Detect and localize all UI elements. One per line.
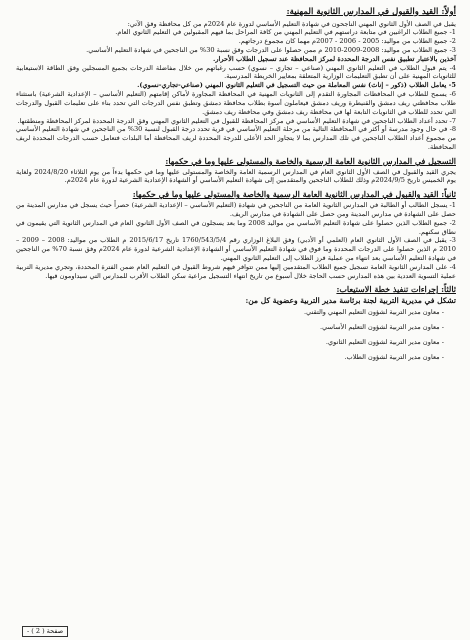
section-1-item-7: 7- تحدد أعداد الطلاب الناجحين في شهادة التعليم الأساسي في مركز المحافظة للقبول في التعليم الثانوي المهني وفق الدرجة المحددة لمركز المحافظة ومنطقتها. xyxy=(17,116,456,125)
section-2-title: التسجيل في المدارس الثانوية العامة الرسمية والخاصة والمستولى عليها وما في حكمها: xyxy=(165,155,456,166)
section-4-title: ثالثاً: إجراءات تنفيذ خطة الاستيعاب: xyxy=(336,284,456,295)
section-3-item-2: 2- جميع الطلاب الذين حصلوا على شهادة التعليم الأساسي من مواليد 2008 وما بعد يسجلون في الصف الأول الثانوي العام في المدارس الثانوية التي يقيمون في نطاق سكنهم. xyxy=(16,218,456,236)
section-3-item-1: 1- يسجل الطالب أو الطالبة في المدارس الثانوية العامة من الناجحين في شهادة (التعليم الأساسي – الإعدادية الشرعية) حصراً حيث يسجل في مدارس المدينة من حصل على الشهادة في مدارس المدينة ومن حصل على الشهادة في مدارس الريف. xyxy=(16,201,456,218)
section-1-item-4: 4- يتم قبول الطلاب في التعليم الثانوي المهني (صناعي – تجاري – نسوي) حسب رغباتهم من خلال مفاضلة الدرجات بجميع المسجلين وفق الطاقة الاستيعابية للثانويات المهنية على أن تطبق التعليمات الوزارية المتعلقة بمعايير الخريطة المدرسية. xyxy=(16,63,456,81)
section-1-item-6: 6- يسمح للطلاب في المحافظات المجاورة التقدم إلى الثانويات المهنية في المحافظة المجاورة لأماكن إقامتهم (التعليم الأساسي – الإعدادية الشرعية) باستثناء طلاب محافظتي ريف دمشق والقنيطرة وريف دمشق فيعاملون أسوة بطلاب محافظة دمشق وتطبق نفس الدرجات التي تحدد بناء على تعليمات القبول والدرجات التي تحدد للطلاب في الثانويات التابعة لها في محافظة ريف دمشق وفي محافظة ريف دمشق. xyxy=(16,90,456,116)
section-1-item-2: 2- جميع الطلاب من مواليد: 2005 - 2006 - 2007م مهما كان مجموع درجاتهم. xyxy=(238,37,456,46)
committee-member: - معاون مدير التربية لشؤون الطلاب. xyxy=(16,353,444,362)
committee-members-list xyxy=(16,308,456,361)
committee-member: - معاون مدير التربية لشؤون التعليم المهني والتقني. xyxy=(16,308,444,317)
section-1-note: آخذين بالاعتبار تطبيق نفس الدرجة المحددة لمركز المحافظة عند تسجيل الطلاب الأحرار. xyxy=(213,54,456,63)
committee-heading: تشكل في مديرية التربية لجنة برئاسة مدير التربية وعضوية كل من: xyxy=(245,296,456,306)
section-1-intro: يقبل في الصف الأول الثانوي المهني الناجحون في شهادة التعليم الأساسي لدورة عام 2024م من كل محافظة وفق الآتي: xyxy=(127,19,456,28)
committee-member: - معاون مدير التربية لشؤون التعليم الثانوي. xyxy=(16,338,444,347)
section-2-intro: يجري القيد والقبول في الصف الأول الثانوي العام في المدارس الرسمية العامة والخاصة والمستولى عليها وما في حكمها بدءاً من يوم الثلاثاء 2024/8/20 ولغاية يوم الخميس تاريخ 2024/9/5م وذلك للطلاب الناجحين والمتقدمين إلى شهادة التعليم الأساسي أو الشهادة الإعدادية الشرعية لدورة عام 2024م. xyxy=(16,167,456,185)
section-1-item-1: 1- جميع الطلاب الراغبين في متابعة دراستهم في التعليم المهني من كافة المراحل بما فيهم المقبولين في التعليم الثانوي العام. xyxy=(115,28,456,37)
committee-member: - معاون مدير التربية لشؤون التعليم الأساسي. xyxy=(16,323,444,332)
page-number: صفحة ( 2 ) - xyxy=(22,626,68,637)
section-1-item-8: 8- في حال وجود مدرسة أو أكثر في المحافظة التالية من مرحلة التعليم الأساسي في قرية تحدد درجة القبول لنسبة 30% من الناجحين في شهادة التعليم الأساسي من مجموع أعداد الطلاب الناجحين في تلك المدارس بما لا يتجاوز الحد الأعلى للدرجة المحددة لريف المحافظة أما البلدات فتعامل حسب الدرجات المحددة لريف المحافظة. xyxy=(16,125,457,152)
section-1-title: أولاً: القيد والقبول في المدارس الثانوية المهنية: xyxy=(286,7,456,17)
section-3-item-3: 3- يقبل في الصف الأول الثانوي العام (العلمي أو الأدبي) وفق البلاغ الوزاري رقم 1760/543/5/4 تاريخ 2015/6/17 م الطلاب من مواليد: 2008 – 2009 – 2010 م الذين حصلوا على الدرجات المحددة وما فوق في شهادة التعليم الأساسي أو الشهادة الإعدادية الشرعية لدورة عام 2024م وفق نسبة 70% من الناجحين في شهادة التعليم الأساسي بعد انتهاء من عملية فرز الطلاب إلى التعليم الثانوي المهني. xyxy=(16,236,456,262)
section-1-item-3: 3- جميع الطلاب من مواليد: 2008-2009-2010 م ممن حصلوا على الدرجات وفق نسبة 30% من الناجحين في شهادة التعليم الأساسي. xyxy=(86,46,456,54)
section-3-title: ثانياً: القيد والقبول في المدارس الثانوية العامة الرسمية والخاصة والمستولى عليها وما في حكمها: xyxy=(132,189,456,200)
section-1-item-5: 5- يعامل الطلاب (ذكور – إناث) نفس المعاملة من حيث التسجيل في التعليم الثانوي المهني (صناعي-تجاري-نسوي). xyxy=(137,81,456,90)
section-3-item-4: 4- على المدارس الثانوية العامة تسجيل جميع الطلاب المتقدمين إليها ممن تتوافر فيهم شروط القبول في التعليم العام ضمن الفترة المحددة، وتجري مديرية التربية عملية التسوية العددية بين هذه المدارس حسب الحاجة خلال أسبوع من تاريخ انتهاء التسجيل مراعية سكن الطلاب الأقرب للمدارس التي سيداومون فيها. xyxy=(16,262,456,280)
